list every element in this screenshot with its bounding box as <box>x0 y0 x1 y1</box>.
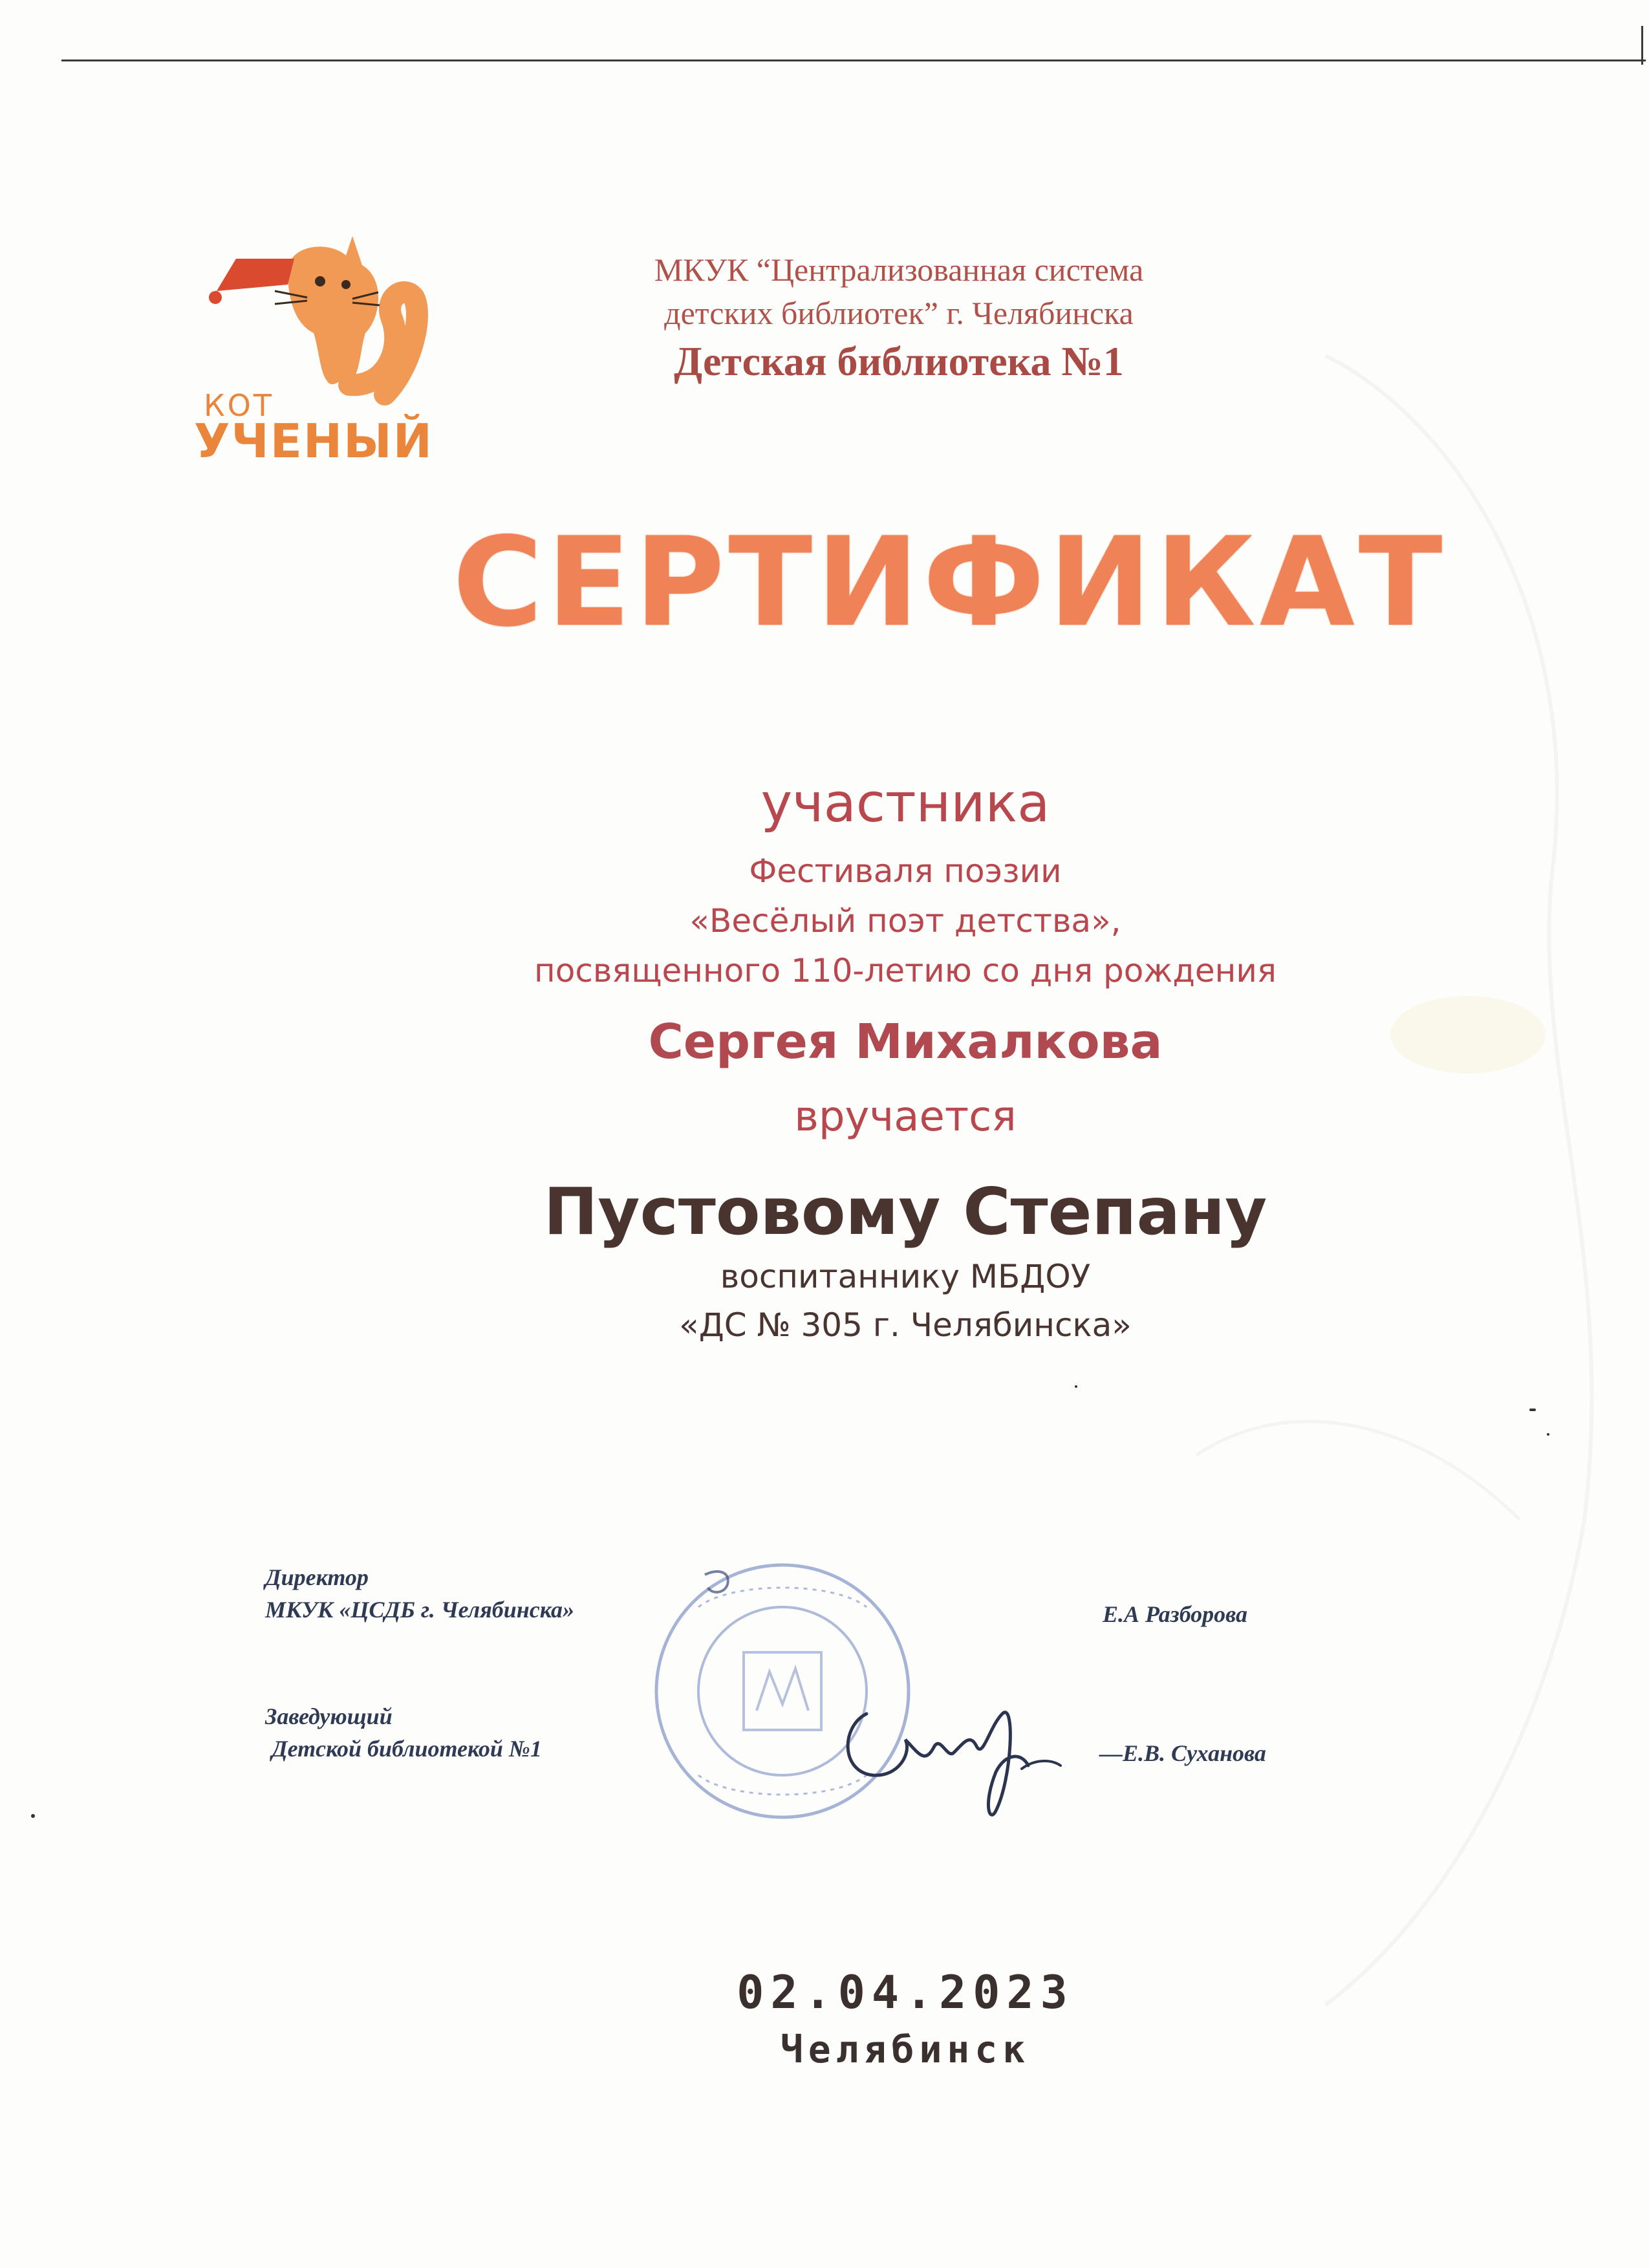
certificate-title: СЕРТИФИКАТ <box>453 511 1447 654</box>
organization-line-2: детских библиотек” г. Челябинска <box>664 295 1134 331</box>
handwritten-signature-icon <box>828 1662 1119 1830</box>
director-organization: МКУК «ЦСДБ г. Челябинска» <box>265 1597 575 1623</box>
awarded-label: вручается <box>794 1093 1017 1141</box>
right-border-line <box>1641 26 1643 65</box>
honoree-name: Сергея Михалкова <box>648 1014 1163 1070</box>
recipient-line-1: воспитаннику МБДОУ <box>720 1258 1091 1295</box>
issue-date: 02.04.2023 <box>737 1966 1074 2019</box>
organization-line-1: МКУК “Централизованная система <box>654 252 1144 288</box>
scan-speck <box>1075 1385 1077 1388</box>
recipient-line-2: «ДС № 305 г. Челябинска» <box>679 1306 1132 1344</box>
scan-speck <box>1547 1433 1549 1436</box>
library-name: Детская библиотека №1 <box>674 338 1124 384</box>
head-title: Заведующий <box>265 1703 393 1729</box>
top-border-line <box>61 59 1646 61</box>
head-name: —Е.В. Суханова <box>1099 1740 1266 1766</box>
participant-label: участника <box>760 773 1050 834</box>
issue-city: Челябинск <box>780 2027 1031 2071</box>
director-title: Директор <box>265 1564 369 1590</box>
festival-line-1: Фестиваля поэзии <box>749 852 1062 890</box>
festival-line-3: посвященного 110-летию со дня рождения <box>534 952 1277 989</box>
scan-speck <box>31 1814 35 1818</box>
director-name: Е.А Разборова <box>1103 1601 1248 1627</box>
logo-text-uchenyi: УЧЕНЫЙ <box>194 414 433 468</box>
logo-text-kot: КОТ <box>204 388 274 423</box>
scan-speck <box>1529 1409 1536 1411</box>
recipient-name: Пустовому Степану <box>543 1174 1267 1249</box>
festival-line-2: «Весёлый поэт детства», <box>689 902 1121 940</box>
head-organization: Детской библиотекой №1 <box>272 1736 542 1762</box>
